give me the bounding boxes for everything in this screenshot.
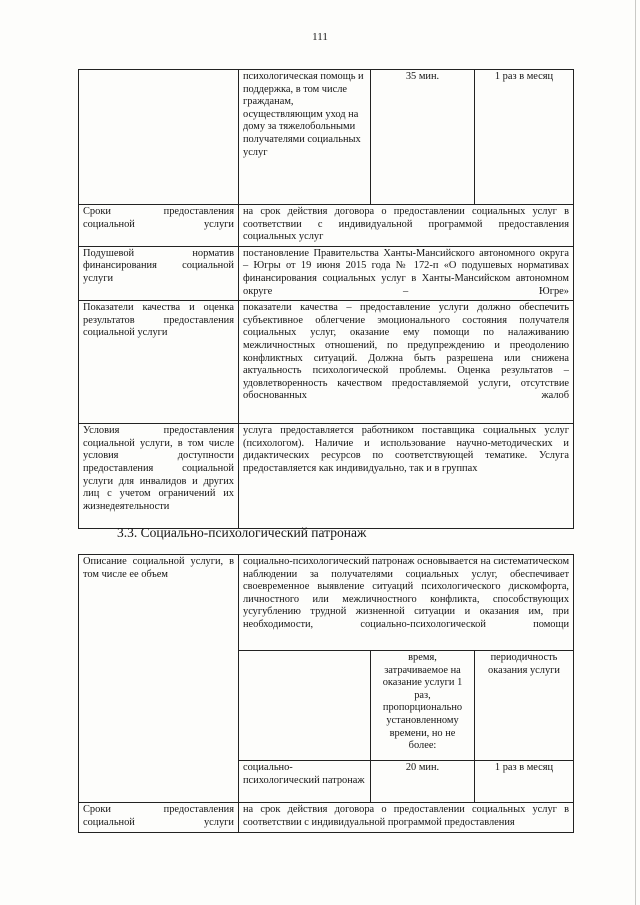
row-label: Показатели качества и оценка результатов предоставления социальной услуги <box>79 301 239 424</box>
row-value: на срок действия договора о предоставлении социальных услуг в соответствии с индивидуальной программой предоставления социальных услуг <box>239 205 574 247</box>
service-time-cell: 20 мин. <box>371 761 475 803</box>
service-table-patronage <box>78 554 574 833</box>
row-value: постановление Правительства Ханты-Мансийского автономного округа – Югры от 19 июня 2015 года № 172-п «О подушевых нормативах финансирования социальных услуг в Ханты-Мансийском автономном округе – Югре» <box>239 246 574 300</box>
frequency-header-cell: периодичность оказания услуги <box>475 651 574 761</box>
section-heading: 3.3. Социально-психологический патронаж <box>117 525 367 540</box>
table-row <box>79 424 574 529</box>
service-frequency-cell: 1 раз в месяц <box>475 761 574 803</box>
scan-edge-line <box>635 0 636 905</box>
row-value: показатели качества – предоставление услуги должно обеспечить субъективное облегчение эмоционального состояния получателя социальных услуг, оказание ему помощи по налаживанию межличностных отношений, по предупреждению и преодолению конфликтных ситуаций. Должна быть разрешена или снижена актуальность психологической проблемы. Оценка результатов – удовлетворенность качеством предоставляемой услуги, отсутствие обоснованных жалоб <box>239 301 574 424</box>
service-name-cell: социально-психологический патронаж <box>239 761 371 803</box>
row-label: Сроки предоставления социальной услуги <box>79 803 239 833</box>
table-row <box>79 803 574 833</box>
empty-cell <box>79 70 239 205</box>
description-cell: социально-психологический патронаж основывается на систематическом наблюдении за получателями социальных услуг, обеспечивает своевременное выявление ситуаций психологического дискомфорта, личностного или межличностного конфликта, способствующих усугублению трудной жизненной ситуации и оказания им, при необходимости, социально-психологической помощи <box>239 555 574 651</box>
table-row <box>79 70 574 205</box>
table-row <box>79 205 574 247</box>
row-label: Условия предоставления социальной услуги, в том числе условия доступности предоставления социальной услуги для инвалидов и других лиц с учетом ограничений их жизнедеятельности <box>79 424 239 529</box>
row-label: Описание социальной услуги, в том числе ее объем <box>79 555 239 803</box>
row-label: Подушевой норматив финансирования социальной услуги <box>79 246 239 300</box>
table-row <box>79 301 574 424</box>
service-table-top <box>78 69 574 529</box>
service-frequency-cell: 1 раз в месяц <box>475 70 574 205</box>
table-row <box>79 555 574 651</box>
time-header-cell: время, затрачиваемое на оказание услуги 1 раз, пропорционально установленному времени, но не более: <box>371 651 475 761</box>
row-value: на срок действия договора о предоставлении социальных услуг в соответствии с индивидуальной программой предоставления <box>239 803 574 833</box>
empty-cell <box>239 651 371 761</box>
row-value: услуга предоставляется работником поставщика социальных услуг (психологом). Наличие и использование научно-методических и дидактических ресурсов по соответствующей тематике. Услуга предоставляется как индивидуально, так и в группах <box>239 424 574 529</box>
page-number: 111 <box>312 31 328 43</box>
service-name-cell: психологическая помощь и поддержка, в том числе гражданам, осуществляющим уход на дому за тяжелобольными получателями социальных услуг <box>239 70 371 205</box>
table-row <box>79 246 574 300</box>
row-label: Сроки предоставления социальной услуги <box>79 205 239 247</box>
service-time-cell: 35 мин. <box>371 70 475 205</box>
